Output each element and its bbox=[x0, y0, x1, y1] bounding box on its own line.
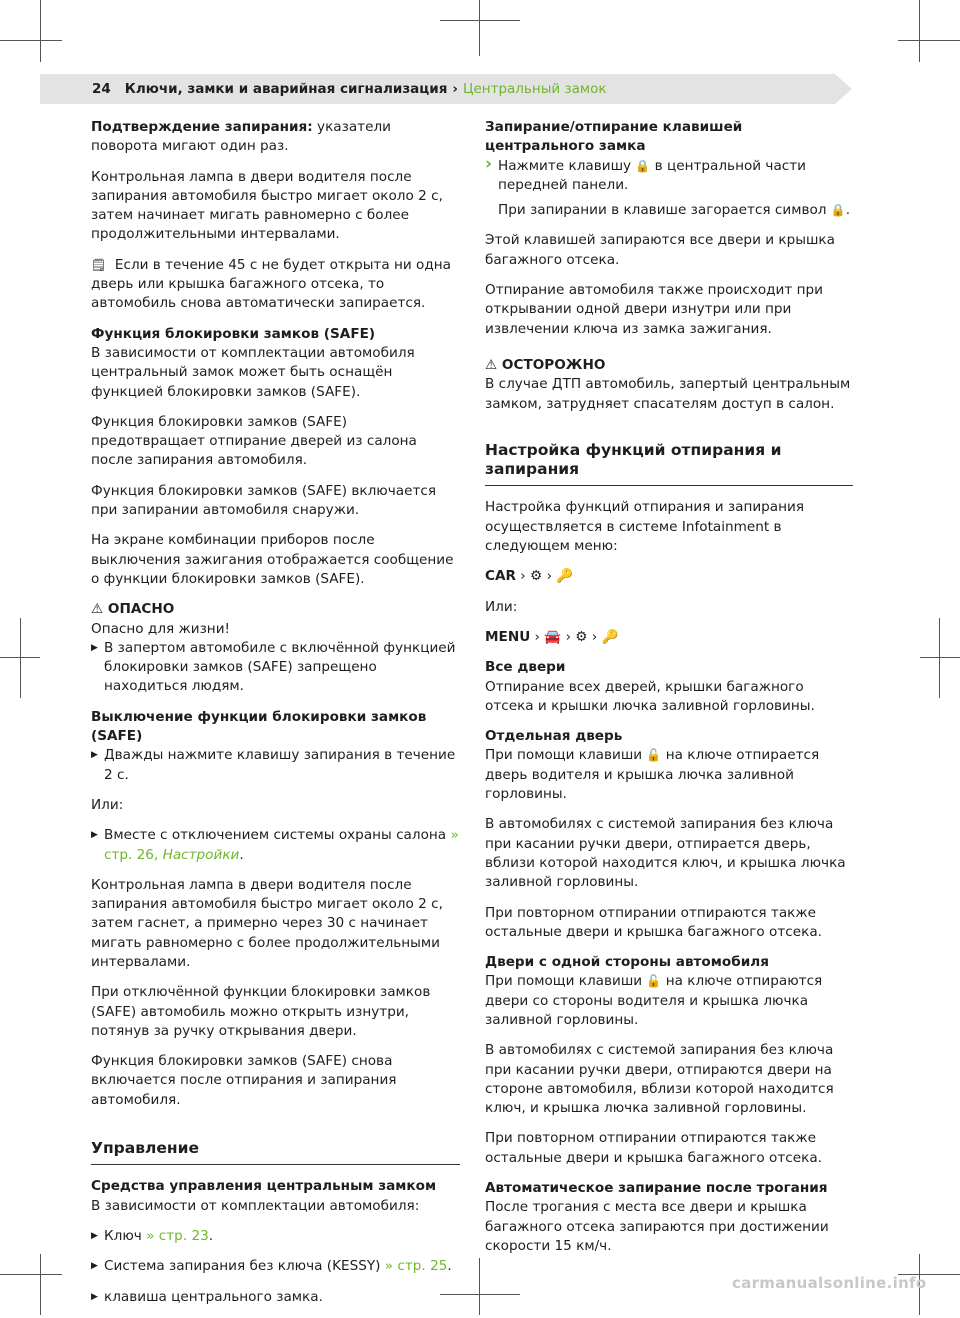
danger-box bbox=[91, 600, 460, 696]
unlock-icon: 🔓 bbox=[646, 974, 662, 989]
lock-icon: 🔒 bbox=[635, 158, 651, 173]
list-item: ▶ Система запирания без ключа (KESSY) » стр. 25. bbox=[91, 1257, 460, 1276]
paragraph: Отпирание всех дверей, крышки багажного отсека и крышки лючка заливной горловины. bbox=[485, 678, 815, 714]
paragraph: В автомобилях с системой запирания без ключа при касании ручки двери, отпираются двери на стороне автомобиля, вблизи которой находится ключ, и крышка лючка заливной горловины. bbox=[485, 1042, 834, 1117]
paragraph: Отпирание автомобиля также происходит при открывании одной двери изнутри или при извлечении ключа из замка зажигания. bbox=[485, 282, 823, 337]
section-heading: Настройка функций отпирания и запирания bbox=[485, 441, 853, 487]
list-item: ▶ Ключ » стр. 23. bbox=[91, 1227, 460, 1246]
settings-gear-icon: ⚙ bbox=[575, 628, 588, 645]
paragraph: При запирании в клавише загорается символ 🔒. bbox=[498, 202, 851, 219]
crop-mark bbox=[920, 657, 960, 658]
crop-mark bbox=[40, 0, 41, 62]
left-column bbox=[91, 118, 460, 1318]
right-column bbox=[485, 118, 853, 1267]
list-item: ▶ Дважды нажмите клавишу запирания в течение 2 с. bbox=[91, 746, 460, 785]
chapter-title: Ключи, замки и аварийная сигнализация bbox=[124, 81, 448, 97]
crop-mark bbox=[20, 618, 21, 698]
paragraph: В зависимости от комплектации автомобиля: bbox=[91, 1197, 420, 1214]
subsection-title: Запирание/отпирание клавишей центрального замка bbox=[485, 119, 743, 155]
crop-mark bbox=[440, 20, 520, 21]
page-link[interactable]: » стр. 25 bbox=[384, 1258, 448, 1275]
lock-confirmation: Подтверждение запирания: указатели поворота мигают один раз. bbox=[91, 119, 391, 155]
page-number: 24 bbox=[92, 81, 111, 97]
subsection-title: Автоматическое запирание после трогания bbox=[485, 1180, 828, 1197]
car-key-icon: CAR bbox=[485, 568, 516, 585]
list-item: › Нажмите клавишу 🔒 в центральной части передней панели. bbox=[485, 157, 853, 196]
page-link[interactable]: » стр. 26, Настройки bbox=[104, 827, 459, 863]
lock-icon: 🔒 bbox=[830, 203, 846, 218]
breadcrumb-separator: › bbox=[452, 81, 458, 97]
danger-title: ⚠ ОПАСНО bbox=[91, 601, 175, 618]
note: 🗒 Если в течение 45 с не будет открыта ни одна дверь или крышка багажного отсека, то автомобиль снова автоматически запирается. bbox=[91, 256, 451, 312]
subsection-title: Средства управления центральным замком bbox=[91, 1178, 437, 1195]
paragraph: Функция блокировки замков (SAFE) снова включается после отпирания и запирания автомобиля. bbox=[91, 1053, 397, 1108]
subsection-title: Все двери bbox=[485, 659, 566, 676]
paragraph: На экране комбинации приборов после выключения зажигания отображается сообщение о функции блокировки замков (SAFE). bbox=[91, 532, 454, 587]
caution-text: В случае ДТП автомобиль, запертый центральным замком, затрудняет спасателям доступ в салон. bbox=[485, 376, 851, 412]
warning-triangle-icon: ⚠ bbox=[91, 601, 104, 618]
crop-mark bbox=[919, 0, 920, 62]
paragraph: При помощи клавиши 🔓 на ключе отпираются двери со стороны водителя и крышка лючка заливной горловины. bbox=[485, 973, 823, 1028]
or-text: Или: bbox=[91, 796, 124, 813]
paragraph: Контрольная лампа в двери водителя после запирания автомобиля быстро мигает около 2 с, затем начинает мигать равномерно с более продолжительными интервалами. bbox=[91, 168, 443, 243]
key-icon: 🔑 bbox=[556, 568, 574, 585]
car-icon: 🚘 bbox=[544, 628, 562, 645]
list-item: ▶ клавиша центрального замка. bbox=[91, 1288, 460, 1307]
subsection-title: Выключение функции блокировки замков (SAFE) bbox=[91, 708, 427, 745]
warning-triangle-icon: ⚠ bbox=[485, 356, 498, 373]
paragraph: Контрольная лампа в двери водителя после запирания автомобиля быстро мигает около 2 с, затем гаснет, а примерно через 30 с начинает мигать равномерно с более продолжительными интервалами. bbox=[91, 876, 443, 970]
paragraph: Функция блокировки замков (SAFE) включается при запирании автомобиля снаружи. bbox=[91, 482, 437, 519]
watermark: carmanualsonline.info bbox=[732, 1274, 927, 1292]
menu-path-2: MENU › 🚘 › ⚙ › 🔑 bbox=[485, 628, 619, 645]
paragraph: В зависимости от комплектации автомобиля центральный замок может быть оснащён функцией блокировки замков (SAFE). bbox=[91, 344, 415, 400]
menu-path-1: CAR › ⚙ › 🔑 bbox=[485, 568, 574, 585]
paragraph: После трогания с места все двери и крышка багажного отсека запираются при достижении скорости 15 км/ч. bbox=[485, 1199, 829, 1254]
section-link[interactable]: Центральный замок bbox=[462, 81, 607, 97]
or-text: Или: bbox=[485, 598, 518, 615]
section-heading: Управление bbox=[91, 1139, 460, 1165]
paragraph: При отключённой функции блокировки замков (SAFE) автомобиль можно открыть изнутри, потянув за ручку открывания двери. bbox=[91, 984, 431, 1039]
paragraph: Функция блокировки замков (SAFE) предотвращает отпирание дверей из салона после запирания автомобиля. bbox=[91, 413, 417, 469]
info-icon: 🗒 bbox=[91, 257, 107, 272]
crop-mark bbox=[0, 40, 62, 41]
subsection-title: Отдельная дверь bbox=[485, 728, 623, 745]
page-link[interactable]: » стр. 23 bbox=[146, 1227, 209, 1244]
list-item: ▶ В запертом автомобиле с включённой функцией блокировки замков (SAFE) запрещено находиться людям. bbox=[91, 639, 460, 697]
paragraph: При помощи клавиши 🔓 на ключе отпирается дверь водителя и крышка лючка заливной горловины. bbox=[485, 747, 820, 803]
caution-title: ⚠ ОСТОРОЖНО bbox=[485, 356, 606, 373]
crop-mark bbox=[898, 40, 960, 41]
header bbox=[92, 80, 607, 98]
crop-mark bbox=[0, 1274, 62, 1275]
subsection-title: Двери с одной стороны автомобиля bbox=[485, 954, 769, 971]
paragraph: Настройка функций отпирания и запирания осуществляется в системе Infotainment в следующем меню: bbox=[485, 499, 805, 555]
crop-mark bbox=[479, 1258, 480, 1315]
unlock-icon: 🔓 bbox=[646, 748, 662, 763]
section-safe bbox=[91, 325, 460, 590]
settings-gear-icon: ⚙ bbox=[530, 568, 543, 585]
key-icon: 🔑 bbox=[601, 628, 619, 645]
crop-mark bbox=[40, 1254, 41, 1315]
crop-mark bbox=[479, 0, 480, 56]
paragraph: При повторном отпирании отпираются также остальные двери и крышка багажного отсека. bbox=[485, 904, 822, 940]
paragraph: При повторном отпирании отпираются также остальные двери и крышка багажного отсека. bbox=[485, 1130, 822, 1166]
danger-text: Опасно для жизни! bbox=[91, 620, 230, 637]
crop-mark bbox=[939, 618, 940, 698]
subsection-title: Функция блокировки замков (SAFE) bbox=[91, 325, 376, 342]
paragraph: В автомобилях с системой запирания без ключа при касании ручки двери, отпирается дверь, вблизи которой находится ключ, и крышка лючка заливной горловины. bbox=[485, 816, 846, 891]
paragraph: Этой клавишей запираются все двери и крышка багажного отсека. bbox=[485, 232, 835, 268]
menu-key-icon: MENU bbox=[485, 628, 531, 645]
list-item: ▶ Вместе с отключением системы охраны салона » стр. 26, Настройки. bbox=[91, 826, 460, 865]
